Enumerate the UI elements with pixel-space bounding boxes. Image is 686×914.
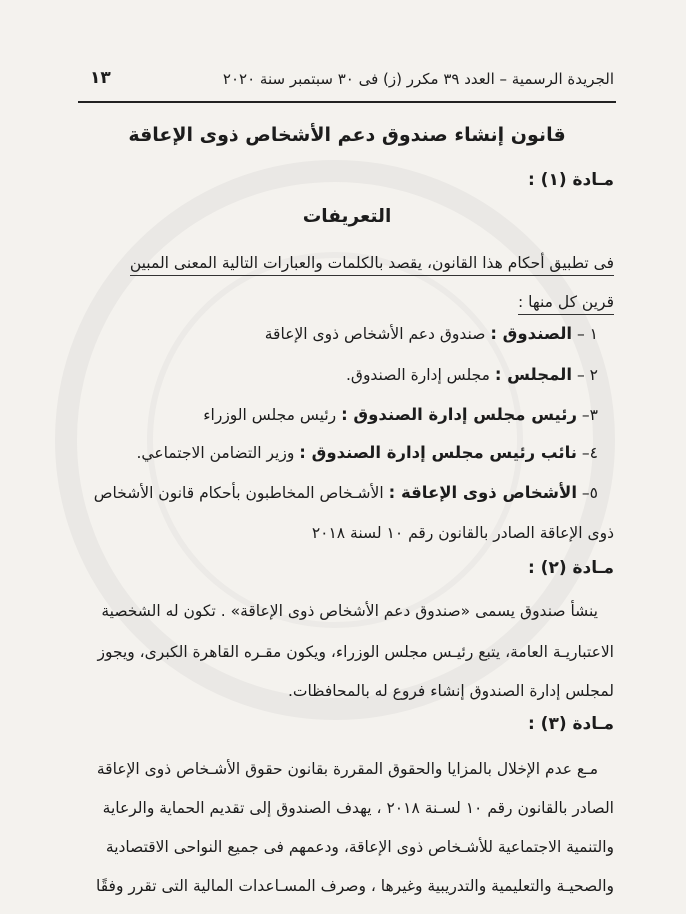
article-2-heading: مـادة (٢) : (527, 558, 614, 578)
article-1-intro-line-2: قرين كل منها : (518, 291, 614, 313)
seal-watermark (55, 160, 615, 720)
header-divider (78, 101, 616, 103)
definition-continuation: ذوى الإعاقة الصادر بالقانون رقم ١٠ لسنة ٢٠١٨ (311, 524, 614, 542)
section-title-definitions: التعريفات (302, 206, 392, 227)
definition-item: ١ – الصندوق : صندوق دعم الأشخاص ذوى الإعاقة (264, 324, 598, 343)
article-3-line: الصادر بالقانون رقم ١٠ لسـنة ٢٠١٨ ، يهدف الصندوق إلى تقديم الحماية والرعاية (102, 799, 614, 817)
article-2-line: ينشأ صندوق يسمى «صندوق دعم الأشخاص ذوى الإعاقة» . تكون له الشخصية (101, 602, 598, 620)
article-2-line: لمجلس إدارة الصندوق إنشاء فروع له بالمحافظات. (287, 682, 614, 700)
article-1-heading: مـادة (١) : (527, 170, 614, 190)
header-title: الجريدة الرسمية – العدد ٣٩ مكرر (ز) فى ٣٠ سبتمبر سنة ٢٠٢٠ (222, 70, 614, 88)
article-2-line: الاعتباريـة العامة، يتبع رئيـس مجلس الوزراء، ويكون مقـره القاهرة الكبرى، ويجوز (97, 643, 614, 661)
law-title: قانون إنشاء صندوق دعم الأشخاص ذوى الإعاقة (128, 124, 566, 146)
definition-item: ٥– الأشخاص ذوى الإعاقة : الأشـخاص المخاطبون بأحكام قانون الأشخاص (93, 483, 598, 502)
page-number: ١٣ (90, 68, 111, 88)
definition-item: ٢ – المجلس : مجلس إدارة الصندوق. (345, 365, 598, 384)
definition-item: ٤– نائب رئيس مجلس إدارة الصندوق : وزير التضامن الاجتماعي. (136, 443, 598, 462)
article-1-intro-line-1: فى تطبيق أحكام هذا القانون، يقصد بالكلمات والعبارات التالية المعنى المبين (130, 252, 614, 274)
article-3-line: والصحيـة والتعليمية والتدريبية وغيرها ، وصرف المسـاعدات المالية التى تقرر وفقًا (95, 877, 614, 895)
article-3-line: مـع عدم الإخلال بالمزايا والحقوق المقررة بقانون حقوق الأشـخاص ذوى الإعاقة (96, 760, 598, 778)
gazette-header (80, 68, 614, 94)
article-3-line: والتنمية الاجتماعية للأشـخاص ذوى الإعاقة، ودعمهم فى جميع النواحى الاقتصادية (105, 838, 614, 856)
definition-item: ٣– رئيس مجلس إدارة الصندوق : رئيس مجلس الوزراء (203, 405, 598, 424)
article-3-heading: مـادة (٣) : (527, 714, 614, 734)
